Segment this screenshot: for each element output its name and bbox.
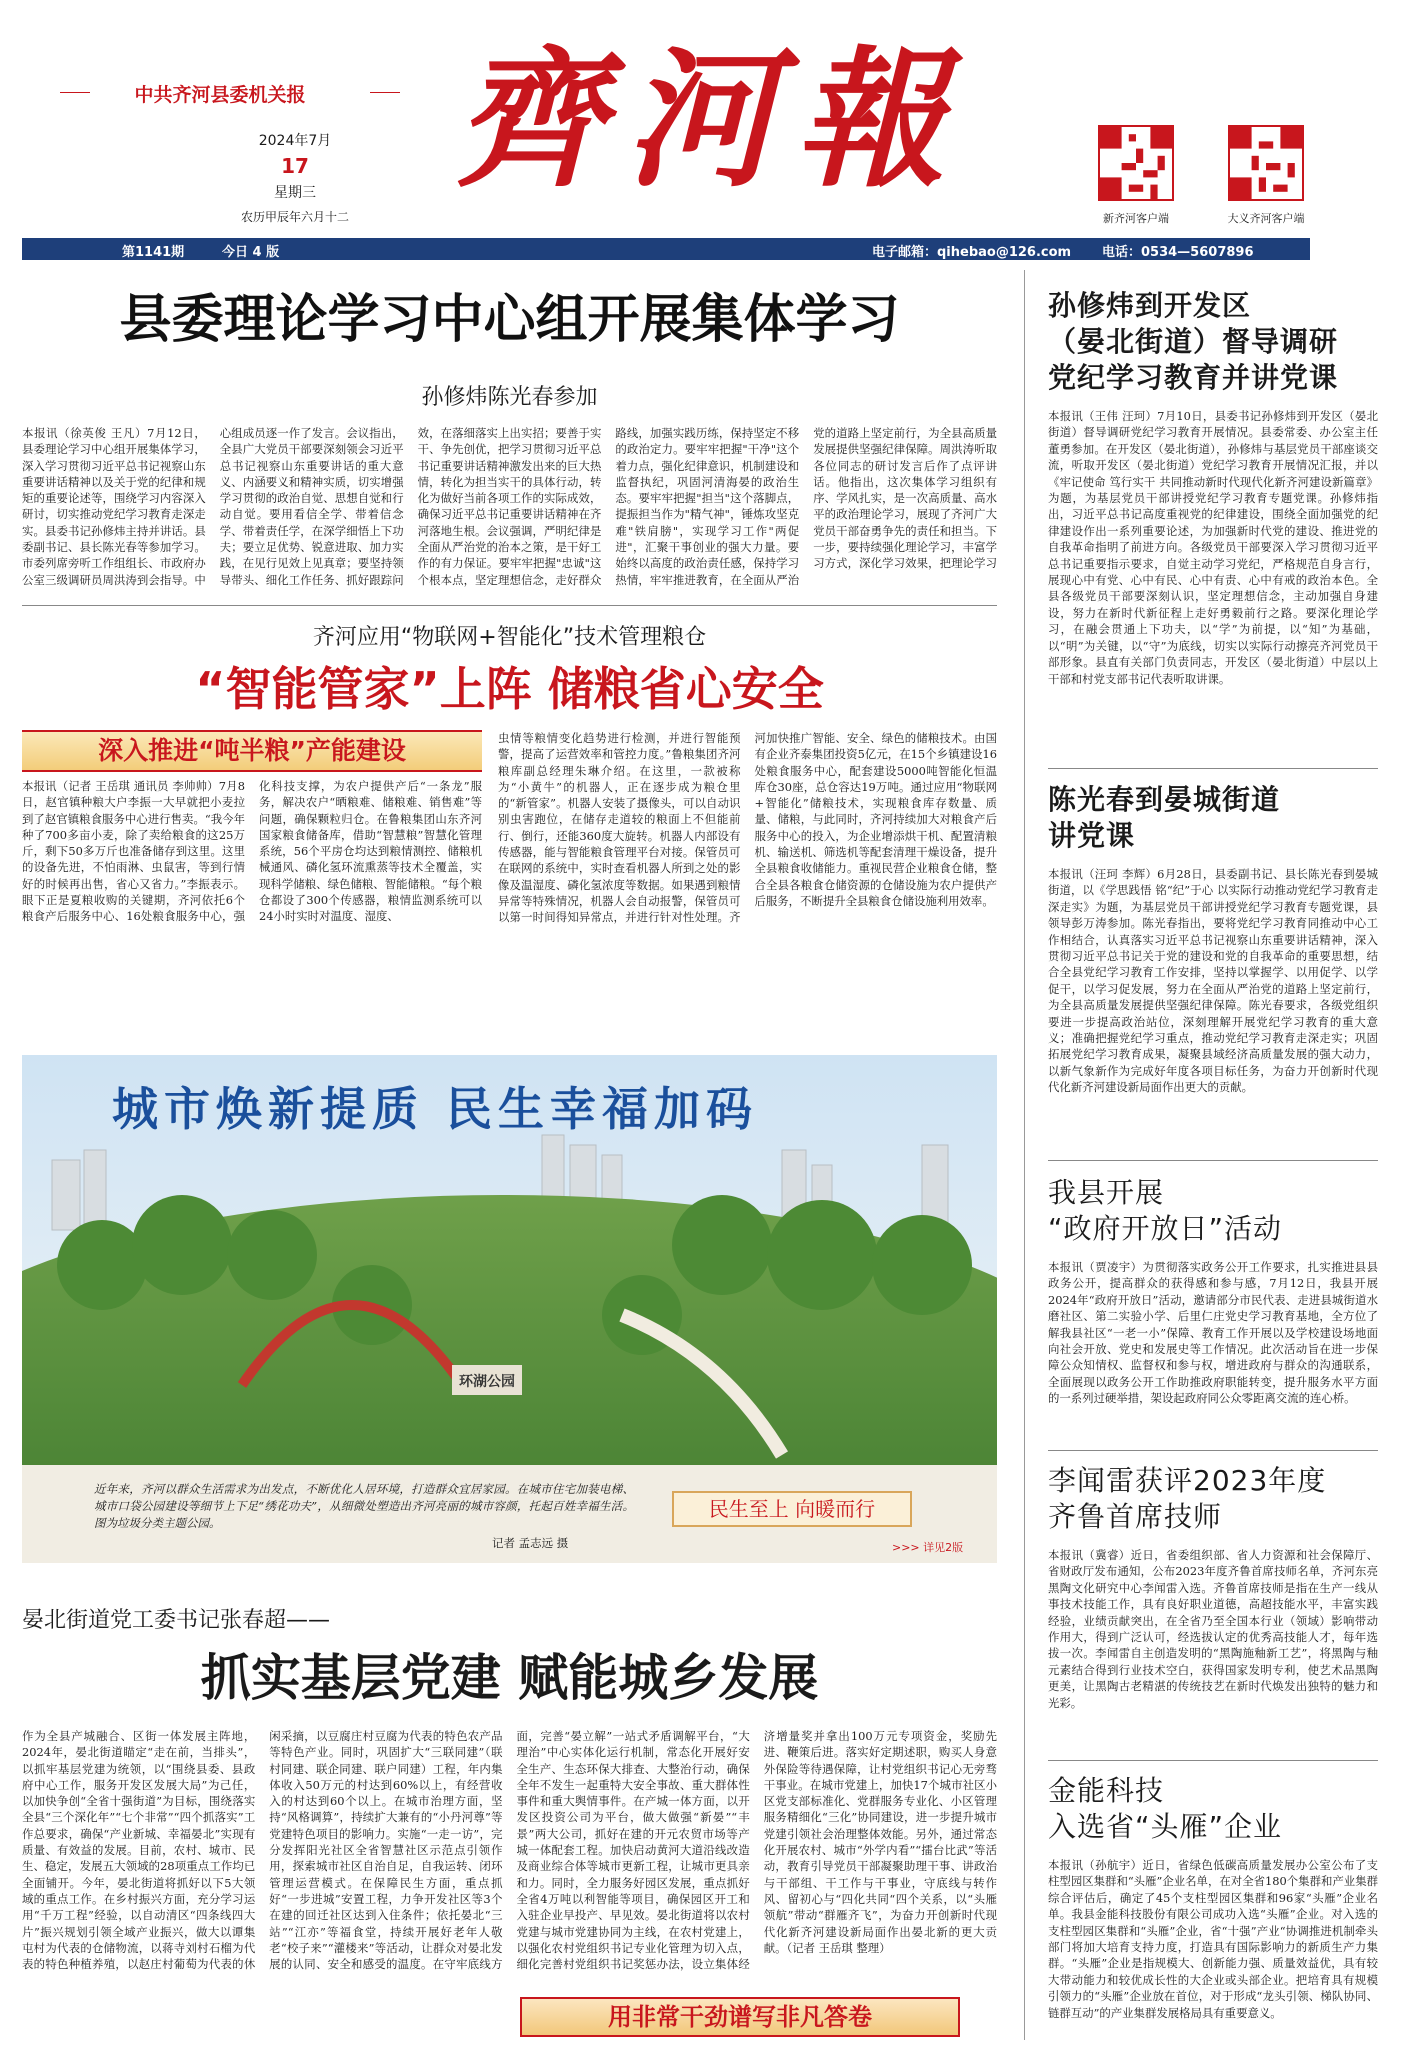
story3-body: 作为全县产城融合、区街一体发展主阵地，2024年，晏北街道瞄定“走在前，当排头”，以抓牢基层党建为统领，以“围绕县委、县政府中心工作，服务开发区发展大局”为己任，以加快争创“全省十强街道”为目标，围绕落实全县“三个深化年”“七个非常”“四个抓落实”工作总要求，确保“产业新城、幸福晏北”实现有质量、有效益的发展。目前，农村、城市、民生、稳定，发展五大领域的28项重点工作均已全面铺开。今年，晏北街道将抓好以下5大领域的重点工作。在乡村振兴方面，充分学习运用“千万工程”经验，以自动清区“四条线四大片”振兴规划引领全域产业振兴，做大以谭集屯村为代表的仓储物流，以蒋寺刘村石榴为代表的特色种植养殖，以赵庄村葡萄为代表的休闲采摘，以豆腐庄村豆腐为代表的特色农产品等特色产业。同时，巩固扩大“三联同建”（联村同建、联企同建、联户同建）工程，年内集体收入50万元的村达到60%以上，有经营收入的村达到60个以上。在城市治理方面，坚持“风格调算”，持续扩大兼有的“小丹河尊”等党建特色项目的影响力。实施“一走一访”，完分发挥阳光社区全省智慧社区示范点引领作用，探索城市社区自治自足，自我运转、闭环管理运营模式。在保障民生方面，重点抓好“一步进城”安置工程，力争开发社区等3个在建的回迁社区达到入住条件；依托晏北“三站”“江亦”等福食堂，持续开展好老年人敬老“校子来”“灌楼来”等活动，让群众对晏北发展的认同、安全和感受的温度。在守牢底线方面，完善“晏立解”一站式矛盾调解平台，“大理治”中心实体化运行机制，常态化开展好安全生产、生态环保大排查、大整治行动，确保全年不发生一起重特大安全事故、重大群体性事件和重大舆情事件。在产城一体方面，以开发区投资公司为平台，做大做强“新晏”“丰景”两大公司，抓好在建的开元农贸市场等产城一体配套工程。加快启动黄河大道沿线改造及商业综合体等城市更新工程，让城市更具亲和力。同时，全力服务好园区发展，重点抓好全省4万吨以利智能等项目，确保园区开工和入驻企业早投产、早见效。晏北街道将以农村党建与城市党建协同为主线，在农村党建上，以强化农村党组织书记专业化管理为切入点，细化完善村党组织书记奖惩办法，设立集体经济增量奖并拿出100万元专项资金，奖励先进、鞭策后进。落实好定期述职，购买人身意外保险等待遇保障，让村党组织书记心无旁骛干事业。在城市党建上，加快17个城市社区小区党支部标准化、党群服务专业化、小区管理服务精细化“三化”协同建设，进一步提升城市党建引领社会治理整体效能。另外，通过常态化开展农村、城市“外学内看”“擂台比武”等活动，教育引导党员干部凝聚助理干事、讲政治与干部组、干工作与干事业，守底线与转作风、留初心与“四化共同“四个关系，以“头雁领航”带动“群雁齐飞”，为奋力开创新时代现代化新齐河建设新局面作出晏北新的更大贡献。（记者 王岳琪 整理） bbox=[22, 1729, 997, 1972]
sidebar-2-body: 本报讯（汪珂 李辉）6月28日，县委副书记、县长陈光春到晏城街道，以《学思践悟 铭“纪”于心 以实际行动推动党纪学习教育走深走实》为题，为基层党员干部讲授党纪学习教育专题党课，县领导彭万涛参加。陈光春指出，要将党纪学习教育同推动中心工作相结合，认真落实习近平总书记视察山东重要讲话精神，深入贯彻习近平总书记关于党的建设和党的自我革命的重要思想，结合全县党纪学习教育工作安排，坚持以掌握学、以用促学、以学促干，以学习促发展，努力在全面从严治党的道路上坚定前行，为全县高质量发展提供坚强纪律保障。陈光春要求，各级党组织要进一步提高政治站位，深刻理解开展党纪学习教育的重大意义；准确把握党纪学习重点，推动党纪学习教育走深走实；巩固拓展党纪学习教育成果，凝聚县域经济高质量发展的强大动力，以新气象新作为完成好年度各项目标任务，为奋力开创新时代现代化新齐河建设新局面作出更大的贡献。 bbox=[1048, 867, 1378, 1095]
sidebar-3-body: 本报讯（贾凌宇）为贯彻落实政务公开工作要求，扎实推进县县政务公开，提高群众的获得感和参与感，7月12日，我县开展2024年“政府开放日”活动，邀请部分市民代表、走进县城街道水磨社区、第二实验小学、后里仁庄党史学习教育基地，全方位了解我县社区“一老一小”保障、教育工作开展以及学校建设场地面向社会开放、党史和发展史等工作情况。此次活动旨在进一步保障公众知情权、监督权和参与权，增进政府与群众的沟通联系，全面展现以政务公开工作助推政府职能转变，提升服务水平方面的一系列过硬举措，架设起政府同公众零距离交流的连心桥。 bbox=[1048, 1260, 1378, 1406]
column-divider bbox=[1024, 270, 1025, 2040]
photo-credit: 记者 孟志远 摄 bbox=[492, 1536, 569, 1550]
page-count: 今日 4 版 bbox=[222, 245, 280, 260]
issue-info-bar bbox=[22, 238, 1310, 275]
sidebar-4-headline: 李闻雷获评2023年度 齐鲁首席技师 bbox=[1048, 1464, 1327, 1533]
story2-headline: “智能管家”上阵 储粮省心安全 bbox=[195, 662, 824, 716]
date-day: 17 bbox=[281, 154, 309, 178]
phone: 电话：0534—5607896 2562832 bbox=[1102, 245, 1254, 275]
photo-badge: 民生至上 向暖而行 bbox=[672, 1491, 912, 1527]
story2-tag-banner: 深入推进“吨半粮”产能建设 bbox=[22, 730, 482, 772]
logo-text: 齊河報 bbox=[454, 32, 966, 208]
sidebar-5-body: 本报讯（孙航宇）近日，省绿色低碳高质量发展办公室公布了支柱型园区集群和“头雁”企业名单，在对全省180个集群和产业集群综合评估后，确定了45个支柱型园区集群和96家“头雁”企业名单。我县金能科技股份有限公司成功入选“头雁”企业。对入选的支柱型园区集群和“头雁”企业，省“十强”产业“协调推进机制牵头部门将加大培育支持力度，打造具有国际影响力的新质生产力集群。“头雁”企业是指规模大、创新能力强、质量效益优，具有较大带动能力和较优成长性的大企业或头部企业。把培育具有规模引领力的“头雁”企业放在首位，对于形成“龙头引领、梯队协同、链群互动”的产业集群发展格局具有重要意义。 bbox=[1048, 1858, 1378, 2020]
feature-photo bbox=[22, 1055, 997, 1465]
qr-icon bbox=[1100, 127, 1172, 199]
divider-line bbox=[1048, 768, 1378, 769]
lead-subhead: 孙修炜陈光春参加 bbox=[421, 385, 598, 410]
story2-body-left: 本报讯（记者 王岳琪 通讯员 李帅帅）7月8日，赵官镇种粮大户李振一大早就把小麦拉到了赵官镇粮食服务中心进行售卖。“我今年种了700多亩小麦，除了卖给粮食的这25万斤，剩下50多万斤也准备储存到这里。这里的设备先进，不怕雨淋、虫鼠害，等到行情好的时候再出售，省心又省力。”李振表示。眼下正是夏粮收购的关键期，齐河依托6个粮食产后服务中心、16处粮食服务中心，强化科技支撑，为农户提供产后“一条龙”服务，解决农户“晒粮难、储粮难、销售难”等问题，确保颗粒归仓。在鲁粮集团山东齐河国家粮食储备库，借助“智慧粮”智慧化管理系统，56个平房仓均达到粮情测控、储粮机械通风、磷化氢环流熏蒸等技术全覆盖，实现科学储粮、绿色储粮、智能储粮。“每个粮仓都设了300个传感器，粮情监测系统可以24小时实时对温度、湿度、 bbox=[22, 779, 482, 924]
photo-caption: 近年来，齐河以群众生活需求为出发点，不断优化人居环境，打造群众宜居家园。在城市住宅加装电梯、城市口袋公园建设等细节上下足“绣花功夫”，从细微处塑造出齐河亮丽的城市容颜，托起百姓幸福生活。图为垃圾分类主题公园。 bbox=[94, 1482, 634, 1530]
issue-number: 第1141期 bbox=[122, 245, 185, 260]
sidebar-3-headline: 我县开展 “政府开放日”活动 bbox=[1048, 1176, 1283, 1245]
sidebar-1-body: 本报讯（王伟 汪珂）7月10日，县委书记孙修炜到开发区（晏北街道）督导调研党纪学习教育开展情况。县委常委、办公室主任董勇参加。在开发区（晏北街道），孙修炜与基层党员干部座谈交流，听取开发区（晏北街道）党纪学习教育开展情况汇报，并以《牢记使命 笃行实干 共同推动新时代现代化新齐河建设新篇章》为题，为基层党员干部讲授党纪学习教育专题党课。孙修炜指出，习近平总书记高度重视党的纪律建设，围绕全面加强党的纪律建设作出一系列重要论述，为加强新时代党的建设、推进党的自我革命指明了前进方向。各级党员干部要深入学习贯彻习近平总书记重要指示要求，自觉主动学习党纪，严格规范自身言行，展现心中有党、心中有民、心中有责、心中有戒的政治本色。全县各级党员干部要深刻认识，坚定理想信念，主动加强自身建设，努力在新时代新征程上走好勇毅前行之路。要深化理论学习，在融会贯通上下功夫，以“学”为前提，以“知”为基础，以“明”为关键，以“守”为底线，切实以实际行动擦亮齐河党员干部形象。县直有关部门负责同志，开发区（晏北街道）中层以上干部和村党支部书记代表听取讲课。 bbox=[1048, 409, 1378, 686]
bottom-banner: 用非常干劲谱写非凡答卷 bbox=[520, 1997, 960, 2037]
sidebar-story-1 bbox=[1048, 288, 1378, 708]
arrows-icon: >>> bbox=[892, 1541, 924, 1554]
qr-code-dayi[interactable] bbox=[1228, 125, 1304, 201]
qr-icon bbox=[1230, 127, 1302, 199]
org-name: 中共齐河县委机关报 bbox=[134, 84, 306, 106]
park-sign-text: 环湖公园 bbox=[459, 1374, 515, 1390]
story3-headline: 抓实基层党建 赋能城乡发展 bbox=[200, 1648, 819, 1707]
email[interactable]: 电子邮箱：qihebao@126.com bbox=[872, 245, 1072, 260]
sidebar-story-2 bbox=[1048, 782, 1378, 1136]
date-year-month: 2024年7月 bbox=[258, 133, 332, 149]
qr-code-xinqihe[interactable] bbox=[1098, 125, 1174, 201]
photo-caption-box bbox=[22, 1465, 997, 1563]
sidebar-4-body: 本报讯（冀睿）近日，省委组织部、省人力资源和社会保障厅、省财政厅发布通知，公布2023年度齐鲁首席技师名单，齐河东亮黑陶文化研究中心李闻雷入选。齐鲁首席技师是指在生产一线从事技术技能工作，具有良好职业道德，高超技能水平，丰富实践经验，业绩贡献突出，在全省乃至全国本行业（领域）影响带动作用大，得到广泛认可，经选拔认定的优秀高技能人才，每年选拔一次。李闻雷自主创造发明的“黑陶施釉新工艺”，将黑陶与釉元素结合得到行业技术空白，获得国家发明专利，使艺术品黑陶更美，让黑陶古老精湛的传统技艺在新时代焕发出独特的魅力和光彩。 bbox=[1048, 1548, 1378, 1710]
lead-headline: 县委理论学习中心组开展集体学习 bbox=[119, 290, 900, 350]
date-lunar: 农历甲辰年六月十二 bbox=[240, 210, 349, 224]
sidebar-1-headline: 孙修炜到开发区 （晏北街道）督导调研 党纪学习教育并讲党课 bbox=[1048, 289, 1339, 394]
divider-line bbox=[22, 605, 997, 606]
story2-body-right: 虫情等粮情变化趋势进行检测，并进行智能预警，提高了运营效率和管控力度。”鲁粮集团齐河粮库副总经理朱琳介绍。在这里，一款被称为“小黄牛”的机器人，正在逐步成为粮仓里的“新管家”。机器人安装了摄像头，可以自动识别虫害跑位，在储存走道较的粮面上不但能前行、倒行，还能360度大旋转。机器人内部设有传感器，能与智能粮食管理平台对接。保管员可在联网的系统中，实时查看机器人所到之处的影像及温湿度、磷化氢浓度等数据。如果遇到粮情异常等特殊情况，机器人会自动报警，保管员可以第一时间得知异常点，并进行针对性处理。齐河加快推广智能、安全、绿色的储粮技术。由国有企业齐泰集团投资5亿元，在15个乡镇建设16处粮食服务中心，配套建设5000吨智能化恒温库仓30座，总仓容达19万吨。通过应用“物联网+智能化”储粮技术，实现粮食库存数量、质量、储粮，与此同时，齐河持续加大对粮食产后服务中心的投入，为企业增添烘干机、配置清粮机、输送机、筛选机等配套清理干燥设备，提升全县粮食收储能力。重视民营企业粮食仓储，整合全县各粮食仓储资源的仓储设施为农户提供产后服务，不断提升全县粮食仓储设施利用效率。 bbox=[498, 731, 997, 925]
sidebar-story-4 bbox=[1048, 1463, 1378, 1762]
divider-line bbox=[1048, 1760, 1378, 1761]
qr2-label: 大义齐河客户端 bbox=[1227, 212, 1305, 225]
date-weekday: 星期三 bbox=[274, 185, 316, 201]
sidebar-5-headline: 金能科技 入选省“头雁”企业 bbox=[1048, 1774, 1283, 1843]
date-box bbox=[215, 130, 375, 225]
sidebar-2-headline: 陈光春到晏城街道 讲党课 bbox=[1048, 783, 1281, 852]
sidebar-story-3 bbox=[1048, 1175, 1378, 1464]
see-page-2-link[interactable]: >>> 详见2版 bbox=[892, 1541, 964, 1554]
divider-line bbox=[1048, 1450, 1378, 1451]
newspaper-logo bbox=[400, 22, 1020, 212]
story3-kicker: 晏北街道党工委书记张春超—— bbox=[22, 1608, 331, 1633]
qr1-label: 新齐河客户端 bbox=[1103, 212, 1169, 225]
sidebar-story-5 bbox=[1048, 1773, 1378, 2047]
org-rule-right bbox=[370, 92, 400, 93]
park-illustration bbox=[22, 1055, 997, 1465]
lead-body: 本报讯（徐英俊 王凡）7月12日，县委理论学习中心组开展集体学习，深入学习贯彻习近平总书记视察山东重要讲话精神以及关于党的纪律和规矩的重要论述等，围绕学习内容深入研讨，切实推动党纪学习教育走深走实。县委书记孙修炜主持并讲话。县委副书记、县长陈光春等参加学习。市委列席旁听工作组组长、市政府办公室三级调研员周洪涛到会指导。中心组成员逐一作了发言。会议指出，全县广大党员干部要深刻领会习近平总书记视察山东重要讲话的重大意义、内涵要义和精神实质，切实增强学习贯彻的政治自觉、思想自觉和行动自觉。要用看信全学、带着信念学、带着责任学，在深学细悟上下功夫；要立足优势、锐意进取、加力实践，在见行见效上见真章；要坚持领导带头、细化工作任务、抓好跟踪问效，在落细落实上出实招；要善于实干、争先创优，把学习贯彻习近平总书记重要讲话精神激发出来的巨大热情，转化为担当实干的具体行动，转化为做好当前各项工作的实际成效，确保习近平总书记重要讲话精神在齐河落地生根。会议强调，严明纪律是全面从严治党的治本之策，是干好工作的有力保证。要牢牢把握"忠诚"这个根本点，坚定理想信念，走好群众路线，加强实践历练，保持坚定不移的政治定力。要牢牢把握"干净"这个着力点，强化纪律意识，机制建设和监督执纪，巩固河清海晏的政治生态。要牢牢把握"担当"这个落脚点，提振担当作为"精气神"，锤炼攻坚克难"铁肩膀"，实现学习工作"两促进"，汇聚干事创业的强大力量。要始终以高度的政治责任感，保持学习热情，牢牢推进教育，在全面从严治党的道路上坚定前行，为全县高质量发展提供坚强纪律保障。周洪涛听取各位同志的研讨发言后作了点评讲话。他指出，这次集体学习组织有序、学风扎实，是一次高质量、高水平的政治理论学习，展现了齐河广大党员干部奋勇争先的责任和担当。下一步，要持续强化理论学习，丰富学习方式，深化学习效果，把理论学习 bbox=[22, 426, 997, 587]
story2-kicker: 齐河应用“物联网+智能化”技术管理粮仓 bbox=[312, 625, 707, 650]
divider-line bbox=[1048, 1160, 1378, 1161]
photo-title: 城市焕新提质 民生幸福加码 bbox=[112, 1082, 759, 1136]
